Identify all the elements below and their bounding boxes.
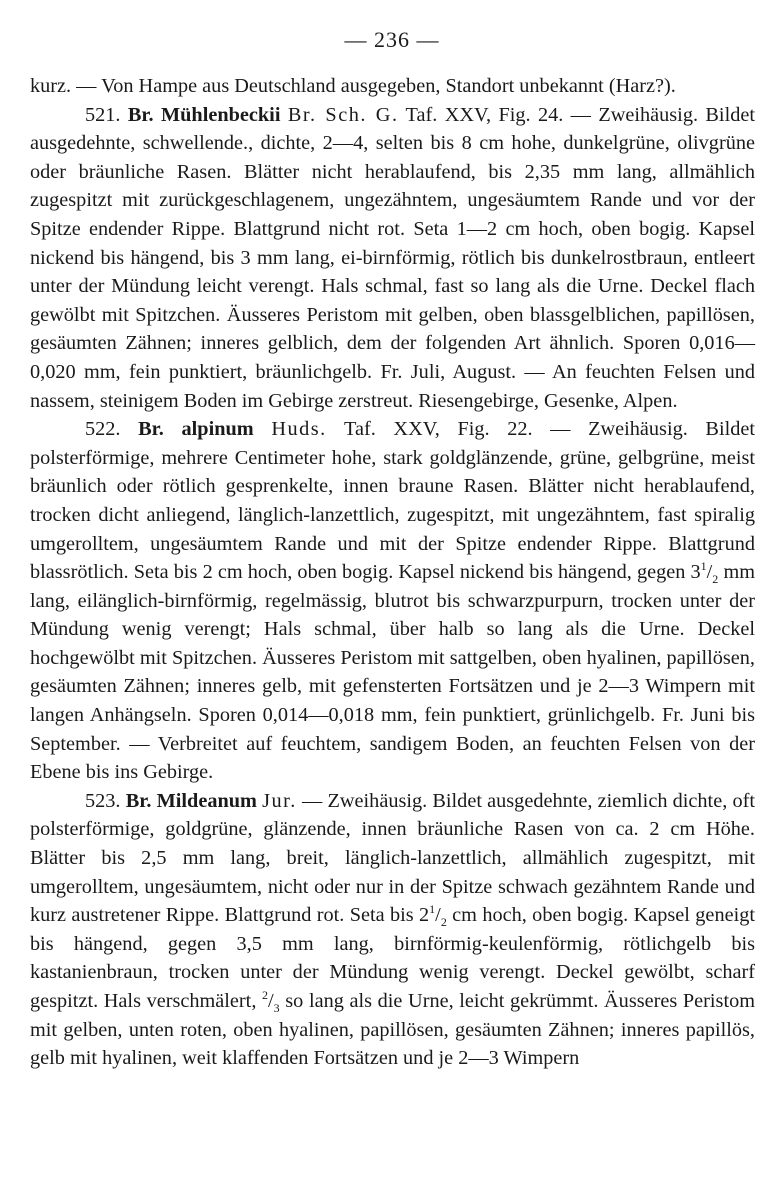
fraction: $^1/_2$ <box>700 559 719 587</box>
genus-abbrev: Br. <box>127 103 154 126</box>
genus-abbrev: Br. <box>138 418 164 441</box>
species-name: Mühlenbeckii <box>161 103 281 126</box>
body-text <box>30 72 755 1073</box>
paragraph-text: kurz. — Von Hampe aus Deutschland ausgegeben, Standort unbekannt (Harz?). <box>30 75 676 97</box>
species-entry-521 <box>30 101 755 416</box>
fraction: $^2/_3$ <box>262 988 280 1016</box>
page-number: — 236 — <box>344 27 440 52</box>
species-author: Huds. <box>271 418 327 441</box>
species-name: Mildeanum <box>156 789 257 812</box>
fraction-numerator: 1 <box>429 902 436 917</box>
fraction-denominator: 2 <box>712 572 719 587</box>
fraction-denominator: 2 <box>440 915 447 930</box>
genus-abbrev: Br. <box>125 789 152 812</box>
fraction-denominator: 3 <box>273 1001 280 1016</box>
species-description-part-b: cm hoch, oben bogig. Kapsel geneigt bis hängend, gegen 3,5 mm lang, birnförmig-keulenförmig, rötlichgelb bis kastanienbraun, trocken unter der Mündung wenig verengt. Deckel gewölbt, scharf gespitzt. Hals verschmälert, <box>30 904 755 1012</box>
species-name: alpinum <box>181 418 254 441</box>
species-description-part-a: Taf. XXV, Fig. 22. — Zweihäusig. Bildet polsterförmige, mehrere Centimeter hohe, stark goldglänzende, grüne, gelbgrüne, meist bräunlich oder rötlich gesprenkelte, innen braune Rasen. Blätter nicht herablaufend, trocken dicht anliegend, länglich-lanzettlich, zugespitzt, mit ungezähntem, fast spiralig umgerolltem, ungesäumtem Rande und mit der Spitze endender Rippe. Blattgrund blassrötlich. Seta bis 2 cm hoch, oben bogig. Kapsel nickend bis hängend, gegen 3 <box>30 418 755 584</box>
fraction: $^1/_2$ <box>429 902 447 930</box>
species-number: 522. <box>85 418 121 441</box>
species-description: Taf. XXV, Fig. 24. — Zweihäusig. Bildet ausgedehnte, schwellende., dichte, 2—4, selten bis 8 cm hohe, dunkelgrüne, olivgrüne oder bräunliche Rasen. Blätter nicht herablaufend, bis 2,35 mm lang, allmählich zugespitzt mit zurückgeschlagenem, ungezähntem, ungesäumtem Rande und vor der Spitze endender Rippe. Blattgrund nicht rot. Seta 1—2 cm hoch, oben bogig. Kapsel nickend bis hängend, bis 3 mm lang, ei-birnförmig, rötlich bis dunkelrostbraun, entleert unter der Mündung leicht verengt. Hals schmal, fast so lang als die Urne. Deckel flach gewölbt mit Spitzchen. Äusseres Peristom mit gelben, oben blassgelblichen, papillösen, gesäumten Zähnen; inneres gelblich, dem der folgenden Art ähnlich. Sporen 0,016—0,020 mm, fein punktiert, bräunlichgelb. Fr. Juli, August. — An feuchten Felsen und nassem, steinigem Boden im Gebirge zerstreut. Riesengebirge, Gesenke, Alpen. <box>30 103 755 412</box>
species-description-part-b: mm lang, eilänglich-birnförmig, regelmässig, blutrot bis schwarzpurpurn, trocken unter der Mündung wenig verengt; Hals schmal, über halb so lang als die Urne. Deckel hochgewölbt mit Spitzchen. Äusseres Peristom mit sattgelben, oben hyalinen, papillösen, gesäumten Zähnen; inneres gelb, mit gefensterten Fortsätzen und je 2—3 Wimpern mit langen Anhängseln. Sporen 0,014—0,018 mm, fein punktiert, grünlichgelb. Fr. Juni bis September. — Verbreitet auf feuchtem, sandigem Boden, an feuchten Felsen von der Ebene bis ins Gebirge. <box>30 561 755 784</box>
species-number: 521. <box>85 103 121 126</box>
species-entry-522 <box>30 415 755 787</box>
paragraph-continuation <box>30 72 755 101</box>
species-entry-523 <box>30 787 755 1073</box>
species-author: Br. Sch. G. <box>287 103 399 126</box>
species-number: 523. <box>85 789 121 812</box>
species-author: Jur. <box>262 789 297 812</box>
fraction-numerator: 2 <box>262 988 269 1003</box>
species-description-part-c: so lang als die Urne, leicht gekrümmt. Äusseres Peristom mit gelben, unten roten, oben hyalinen, papillösen, gesäumten Zähnen; inneres papillös, gelb mit hyalinen, weit klaffenden Fortsätzen und je 2—3 Wimpern <box>30 990 755 1070</box>
species-description-part-a: — Zweihäusig. Bildet ausgedehnte, ziemlich dichte, oft polsterförmige, goldgrüne, glänzende, innen bräunliche Rasen von ca. 2 cm Höhe. Blätter bis 2,5 mm lang, breit, länglich-lanzettlich, allmählich zugespitzt, mit umgerolltem, ungesäumtem, nicht oder nur in der Spitze schwach gezähntem Rande und kurz austretener Rippe. Blattgrund rot. Seta bis 2 <box>30 789 755 927</box>
fraction-numerator: 1 <box>700 559 707 574</box>
